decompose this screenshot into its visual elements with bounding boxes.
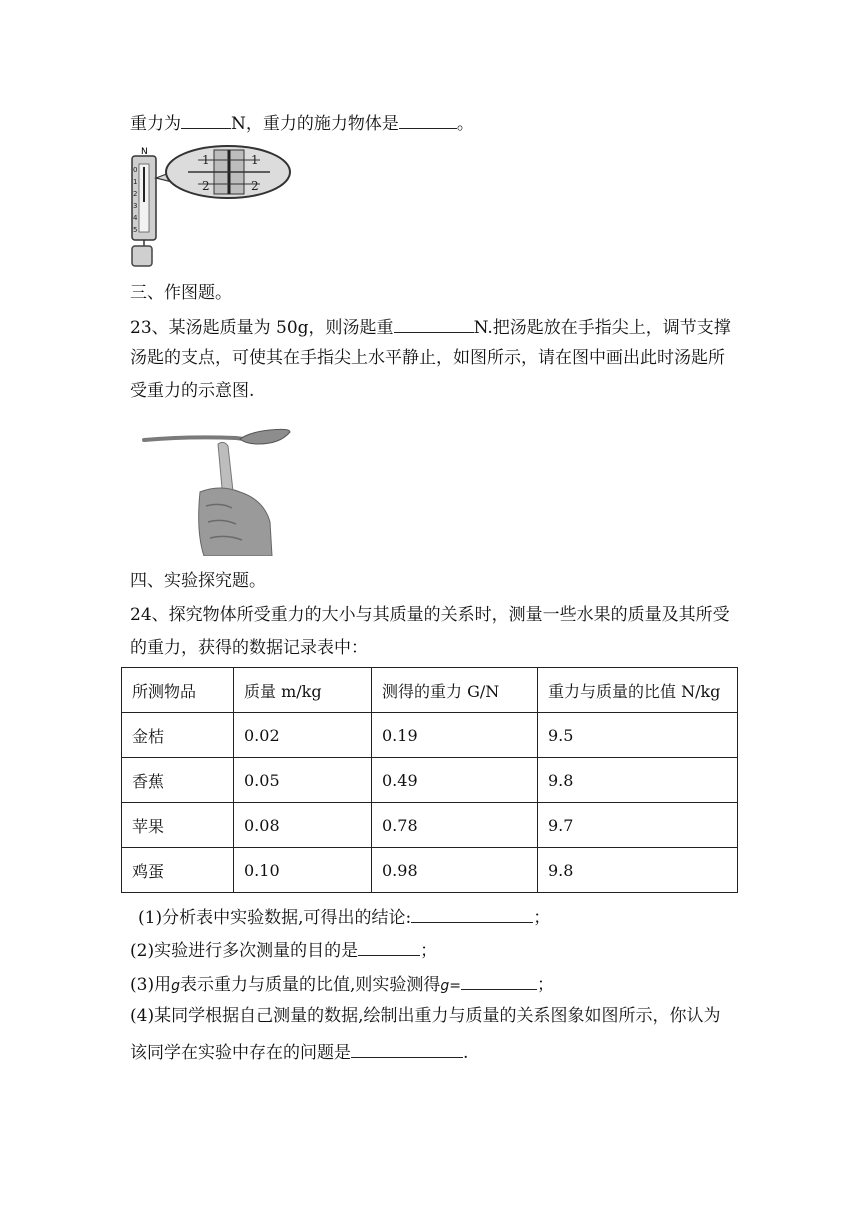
q24-sub1-blank[interactable] <box>411 904 533 923</box>
meter-tick-label: 4 <box>133 214 138 222</box>
hand-illustration <box>199 442 272 556</box>
q24-sub1-text: (1)分析表中实验数据,可得出的结论: <box>138 908 412 928</box>
q24-sub3-text-b: 表示重力与质量的比值,则实验测得 <box>179 975 441 995</box>
q24-sub4-text: 该同学在实验中存在的问题是 <box>130 1043 351 1063</box>
table-header-cell: 重力与质量的比值 N/kg <box>538 668 738 713</box>
q23-text-b: N.把汤匙放在手指尖上，调节支撑 <box>473 318 731 338</box>
table-cell: 0.98 <box>372 848 538 893</box>
q22-blank-1[interactable] <box>181 110 231 129</box>
q24-line-2: 的重力，获得的数据记录表中： <box>130 638 368 658</box>
table-cell: 0.19 <box>372 713 538 758</box>
spoon-on-finger-figure <box>140 422 295 556</box>
equals-sign: = <box>449 978 462 994</box>
g-symbol: g <box>440 978 450 994</box>
q22-blank-2[interactable] <box>399 110 457 129</box>
table-row <box>122 758 738 803</box>
q23-text-a: 23、某汤匙质量为 50g，则汤匙重 <box>130 318 394 338</box>
q23-blank[interactable] <box>394 314 474 333</box>
q23-line-1 <box>130 314 731 339</box>
q24-sub3-blank[interactable] <box>461 971 537 990</box>
table-row <box>122 713 738 758</box>
spoon-illustration <box>144 429 290 444</box>
table-header-cell: 测得的重力 G/N <box>372 668 538 713</box>
table-header-row <box>122 668 738 713</box>
meter-tick-label: 3 <box>133 202 138 210</box>
q24-sub1-end: ； <box>533 908 551 928</box>
table-cell: 0.10 <box>234 848 372 893</box>
q24-sub-2 <box>130 937 437 962</box>
magnified-scale-bubble <box>156 146 290 198</box>
meter-tick-label: 5 <box>133 226 138 234</box>
table-cell: 9.5 <box>538 713 738 758</box>
section-3-title: 三、作图题。 <box>130 283 232 303</box>
bubble-scale-label: 1 <box>202 153 210 167</box>
table-cell: 0.78 <box>372 803 538 848</box>
table-header-cell: 质量 m/kg <box>234 668 372 713</box>
table-row <box>122 803 738 848</box>
bubble-scale-label: 1 <box>251 153 259 167</box>
table-header-cell: 所测物品 <box>122 668 234 713</box>
table-cell: 0.08 <box>234 803 372 848</box>
q24-sub4-end: . <box>463 1043 469 1063</box>
q24-sub3-text-a: (3)用 <box>130 975 172 995</box>
table-cell: 9.7 <box>538 803 738 848</box>
table-cell: 苹果 <box>122 803 234 848</box>
meter-tick-label: 0 <box>133 166 138 174</box>
q22-text-b: N，重力的施力物体是 <box>231 114 399 134</box>
data-table <box>121 667 738 893</box>
q22-text-c: 。 <box>456 114 474 134</box>
q24-sub2-text: (2)实验进行多次测量的目的是 <box>130 941 359 961</box>
spring-scale-meter <box>132 147 156 256</box>
bubble-scale-label: 2 <box>251 179 259 193</box>
q24-line-1: 24、探究物体所受重力的大小与其质量的关系时，测量一些水果的质量及其所受 <box>130 605 730 625</box>
q23-line-2: 汤匙的支点，可使其在手指尖上水平静止，如图所示，请在图中画出此时汤匙所 <box>130 348 725 368</box>
meter-tick-label: 1 <box>133 178 138 186</box>
table-cell: 9.8 <box>538 848 738 893</box>
meter-tick-label: 2 <box>133 190 138 198</box>
table-cell: 0.05 <box>234 758 372 803</box>
q24-sub2-blank[interactable] <box>358 937 420 956</box>
q24-sub2-end: ； <box>420 941 438 961</box>
g-symbol: g <box>171 978 180 994</box>
spring-scale-figure <box>128 142 298 272</box>
q24-sub-3 <box>130 971 554 997</box>
q24-sub3-end: ； <box>537 975 555 995</box>
q24-sub-4-line-1: (4)某同学根据自己测量的数据,绘制出重力与质量的关系图象如图所示，你认为 <box>130 1006 721 1026</box>
table-cell: 0.02 <box>234 713 372 758</box>
section-4-title: 四、实验探究题。 <box>130 571 266 591</box>
table-cell: 0.49 <box>372 758 538 803</box>
table-row <box>122 848 738 893</box>
q22-line <box>130 110 474 135</box>
q23-line-3: 受重力的示意图. <box>130 381 255 401</box>
table-cell: 鸡蛋 <box>122 848 234 893</box>
q24-sub4-blank[interactable] <box>351 1039 463 1058</box>
hanging-weight <box>132 246 152 266</box>
table-cell: 金桔 <box>122 713 234 758</box>
bubble-scale-label: 2 <box>202 179 210 193</box>
table-cell: 香蕉 <box>122 758 234 803</box>
q24-sub-1 <box>138 904 550 929</box>
table-cell: 9.8 <box>538 758 738 803</box>
meter-unit-label: N <box>141 147 148 157</box>
q24-sub-4-line-2 <box>130 1039 468 1064</box>
q22-text-a: 重力为 <box>130 114 181 134</box>
